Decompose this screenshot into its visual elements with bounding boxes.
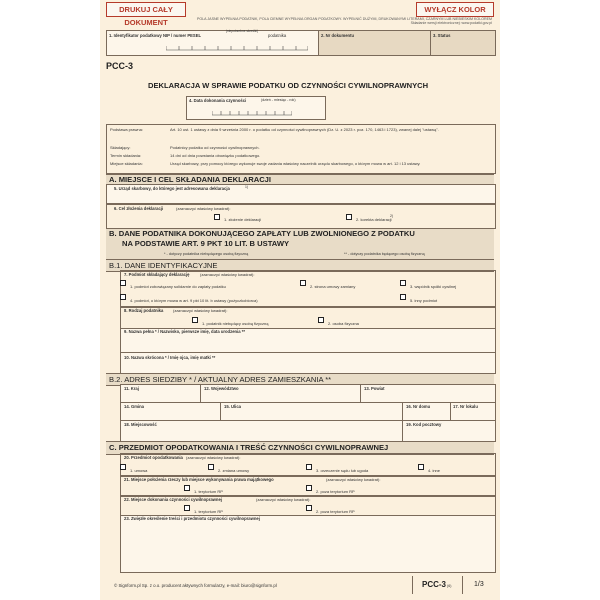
section-a-title: A. MIEJSCE I CEL SKŁADANIA DEKLARACJI (109, 175, 272, 184)
taxpayer-type-t1-label: 1. podatnik niebędący osobą fizyczną (202, 321, 269, 326)
submitter-o5-label: 5. inny podmiot (410, 298, 438, 303)
footer-form-code: PCC-3 (422, 580, 447, 589)
submitter-o3-checkbox[interactable] (400, 280, 406, 286)
section-b-title-line1: B. DANE PODATNIKA DOKONUJĄCEGO ZAPŁATY LUB ZWOLNIONEGO Z PODATKU (109, 229, 415, 238)
section-b-note2: ** - dotyczy podatnika będącego osobą fizyczną (344, 252, 425, 256)
taxpayer-type-t1-checkbox[interactable] (192, 317, 198, 323)
section-c-title: C. PRZEDMIOT OPODATKOWANIA I TREŚĆ CZYNNOŚCI CYWILNOPRAWNEJ (109, 443, 389, 452)
purpose-submit-checkbox[interactable] (214, 214, 220, 220)
nip-pesel-suffix: podatnika (268, 33, 287, 38)
street-label: 15. Ulica (224, 404, 241, 409)
execution-place-label: 22. Miejsce dokonania czynności cywilnoprawnej (124, 497, 222, 502)
location-p1-label: 1. terytorium RP (194, 489, 223, 494)
submitter-hint: (zaznaczyć właściwy kwadrat): (200, 272, 255, 277)
municipality-label: 14. Gmina (124, 404, 145, 409)
submitter-o4-checkbox[interactable] (120, 294, 126, 300)
deadline-label: Termin składania: (110, 153, 142, 158)
submitter-o2-label: 2. strona umowy zamiany (310, 284, 356, 289)
subject-s3-checkbox[interactable] (306, 464, 312, 470)
execution-place-q1-label: 1. terytorium RP (194, 509, 223, 514)
section-b-note1: * - dotyczy podatnika niebędącego osobą fizyczną (164, 252, 249, 256)
nip-pesel-hint: (niepotrzebne skreślić) (226, 29, 259, 33)
date-digit-ticks (212, 109, 292, 117)
tax-office-label: 5. Urząd skarbowy, do którego jest adresowana deklaracja (114, 186, 230, 191)
footer-credit: © Signform.pl Sp. z o.o. producent aktywnych formularzy, e-mail: biuro@signform.pl (114, 583, 277, 588)
purpose-correction-label: 2. korekta deklaracji (356, 217, 392, 222)
submitter-o1-label: 1. podmiot zobowiązany solidarnie do zapłaty podatku (130, 284, 226, 289)
execution-place-q2-label: 2. poza terytorium RP (316, 509, 355, 514)
execution-place-hint: (zaznaczyć właściwy kwadrat): (256, 497, 311, 502)
date-label: 4. Data dokonania czynności (189, 98, 247, 103)
submitter-label: 7. Podmiot składający deklarację (124, 272, 190, 277)
subject-s2-label: 2. zmiana umowy (218, 468, 250, 473)
status-label: 3. Status (433, 33, 451, 38)
section-b2-title: B.2. ADRES SIEDZIBY * / AKTUALNY ADRES ZAMIESZKANIA ** (109, 375, 332, 384)
postal-code-label: 19. Kod pocztowy (406, 422, 442, 427)
subject-s1-label: 1. umowa (130, 468, 148, 473)
submitter-o1-checkbox[interactable] (120, 280, 126, 286)
taxpayer-type-t2-checkbox[interactable] (318, 317, 324, 323)
purpose-label: 6. Cel złożenia deklaracji (114, 206, 164, 211)
tax-office-footnote: 1) (245, 185, 249, 189)
location-p2-label: 2. poza terytorium RP (316, 489, 355, 494)
apartment-label: 17. Nr lokalu (453, 404, 478, 409)
subject-label: 20. Przedmiot opodatkowania (124, 455, 183, 460)
disable-color-button[interactable]: WYŁĄCZ KOLOR (416, 2, 494, 17)
nip-digit-ticks (166, 44, 308, 52)
date-hint: (dzień - miesiąc - rok) (261, 98, 296, 102)
city-label: 18. Miejscowość (124, 422, 157, 427)
header-note-line1: POLA JASNE WYPEŁNIA PODATNIK, POLA CIEMNE WYPEŁNIA ORGAN PODATKOWY. WYPEŁNIĆ DUŻYMI, DRUKOWANYMI LITERAMI, CZARNYM LUB NIEBIESKIM KOLOREM (196, 17, 492, 21)
subject-s1-checkbox[interactable] (120, 464, 126, 470)
print-all-button[interactable]: DRUKUJ CAŁY DOKUMENT (106, 2, 186, 17)
header-note (180, 17, 492, 26)
description-label: 23. Zwięzłe określenie treści i przedmiotu czynności cywilnoprawnej (124, 516, 260, 521)
purpose-hint: (zaznaczyć właściwy kwadrat): (176, 206, 231, 211)
form-title: DEKLARACJA W SPRAWIE PODATKU OD CZYNNOŚCI CYWILNOPRAWNYCH (148, 81, 429, 90)
submitter-o2-checkbox[interactable] (300, 280, 306, 286)
subject-s4-label: 4. inne (428, 468, 441, 473)
country-label: 11. Kraj (124, 386, 139, 391)
section-b1-title: B.1. DANE IDENTYFIKACYJNE (109, 261, 218, 270)
city-field[interactable] (120, 420, 404, 442)
footer-divider-1 (412, 576, 413, 594)
document-number-label: 2. Nr dokumentu (321, 33, 355, 38)
voivodeship-label: 12. Województwo (204, 386, 239, 391)
filer-text: Podatnicy podatku od czynności cywilnoprawnych. (170, 145, 260, 150)
subject-s2-checkbox[interactable] (208, 464, 214, 470)
form-code: PCC-3 (106, 61, 134, 71)
form-page (100, 0, 500, 600)
submitter-o4-label: 4. podmiot, o którym mowa w art. 9 pkt 10 lit. b ustawy (pożyczkobiorca) (130, 298, 258, 303)
correction-footnote: 2) (390, 214, 394, 218)
description-field[interactable] (120, 515, 496, 573)
section-b-title-line2: NA PODSTAWIE ART. 9 PKT 10 LIT. B USTAWY (122, 239, 290, 248)
location-hint: (zaznaczyć właściwy kwadrat): (326, 477, 381, 482)
purpose-field (106, 203, 496, 229)
filer-label: Składający: (110, 145, 131, 150)
basis-label: Podstawa prawna: (110, 127, 143, 132)
location-p1-checkbox[interactable] (184, 485, 190, 491)
header-note-line2: Składanie wersji elektronicznej: www.podatki.gov.pl (410, 21, 492, 26)
nip-pesel-label: 1. Identyfikator podatkowy NIP / numer PESEL (109, 33, 202, 38)
full-name-label: 9. Nazwa pełna * / Nazwisko, pierwsze imię, data urodzenia ** (124, 329, 246, 334)
submitter-o3-label: 3. wspólnik spółki cywilnej (410, 284, 457, 289)
taxpayer-type-label: 8. Rodzaj podatnika (124, 308, 164, 313)
location-p2-checkbox[interactable] (306, 485, 312, 491)
place-label: Miejsce składania: (110, 161, 143, 166)
deadline-text: 14 dni od dnia powstania obowiązku podatkowego. (170, 153, 261, 158)
purpose-submit-label: 1. złożenie deklaracji (224, 217, 262, 222)
footer-divider-2 (462, 576, 463, 594)
street-field[interactable] (220, 402, 404, 422)
county-label: 13. Powiat (364, 386, 385, 391)
short-name-label: 10. Nazwa skrócona * / Imię ojca, imię matki ** (124, 355, 216, 360)
subject-s4-checkbox[interactable] (418, 464, 424, 470)
footer-page-number: 1/3 (474, 581, 484, 588)
submitter-o5-checkbox[interactable] (400, 294, 406, 300)
basis-text: Art. 10 ust. 1 ustawy z dnia 9 września 2000 r. o podatku od czynności cywilnoprawnych (Dz. U. z 2023 r. poz. 170, 1463 i 1723), zwanej dalej "ustawą". (170, 127, 439, 132)
location-label: 21. Miejsce położenia rzeczy lub miejsce wykonywania prawa majątkowego (124, 477, 274, 482)
taxpayer-type-t2-label: 2. osoba fizyczna (328, 321, 359, 326)
purpose-correction-checkbox[interactable] (346, 214, 352, 220)
subject-s3-label: 3. orzeczenie sądu lub ugoda (316, 468, 369, 473)
subject-hint: (zaznaczyć właściwy kwadrat): (186, 455, 241, 460)
execution-place-q1-checkbox[interactable] (184, 505, 190, 511)
execution-place-q2-checkbox[interactable] (306, 505, 312, 511)
taxpayer-type-hint: (zaznaczyć właściwy kwadrat): (173, 308, 228, 313)
place-text: Urząd skarbowy, przy pomocy którego wykonuje swoje zadania właściwy naczelnik urzędu skarbowego, o którym mowa w art. 12 i 13 ustawy. (170, 161, 421, 166)
house-number-label: 16. Nr domu (406, 404, 431, 409)
footer-version: (6) (447, 584, 452, 588)
